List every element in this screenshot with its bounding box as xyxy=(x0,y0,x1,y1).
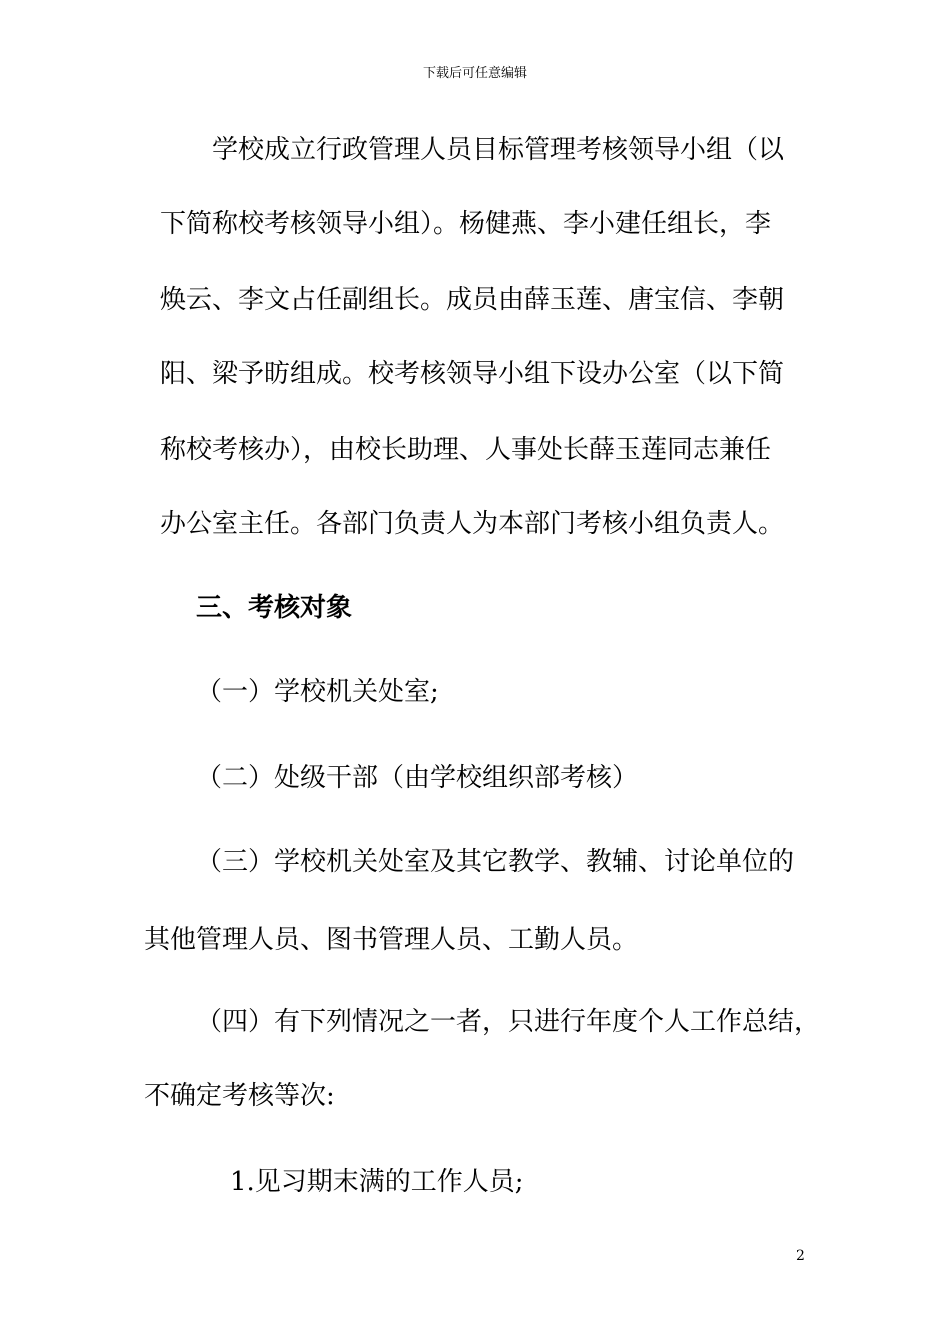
paragraph-line: 学校成立行政管理人员目标管理考核领导小组（以 xyxy=(212,135,785,165)
paragraph-line: 称校考核办），由校长助理、人事处长薛玉莲同志兼任 xyxy=(160,435,772,465)
section-heading: 三、考核对象 xyxy=(196,593,353,623)
list-item: （一）学校机关处室; xyxy=(196,677,439,707)
page-number: 2 xyxy=(796,1248,805,1264)
paragraph-line: 焕云、李文占任副组长。成员由薛玉莲、唐宝信、李朝 xyxy=(160,285,785,315)
list-item-line: 其他管理人员、图书管理人员、工勤人员。 xyxy=(144,925,639,955)
list-item: （二）处级干部（由学校组织部考核） xyxy=(196,763,639,793)
list-item-line: （四）有下列情况之一者，只进行年度个人工作总结， xyxy=(196,1007,821,1037)
paragraph-line: 下简称校考核领导小组）。杨健燕、李小建任组长，李 xyxy=(160,209,772,239)
list-item-line: （三）学校机关处室及其它教学、教辅、讨论单位的 xyxy=(196,847,795,877)
page-header: 下载后可任意编辑 xyxy=(422,66,527,81)
paragraph-line: 阳、梁予昉组成。校考核领导小组下设办公室（以下简 xyxy=(160,359,785,389)
paragraph-line: 办公室主任。各部门负责人为本部门考核小组负责人。 xyxy=(160,509,785,539)
list-item-line: 不确定考核等次: xyxy=(144,1081,335,1111)
sub-list-item: 1.见习期末满的工作人员; xyxy=(230,1167,524,1197)
